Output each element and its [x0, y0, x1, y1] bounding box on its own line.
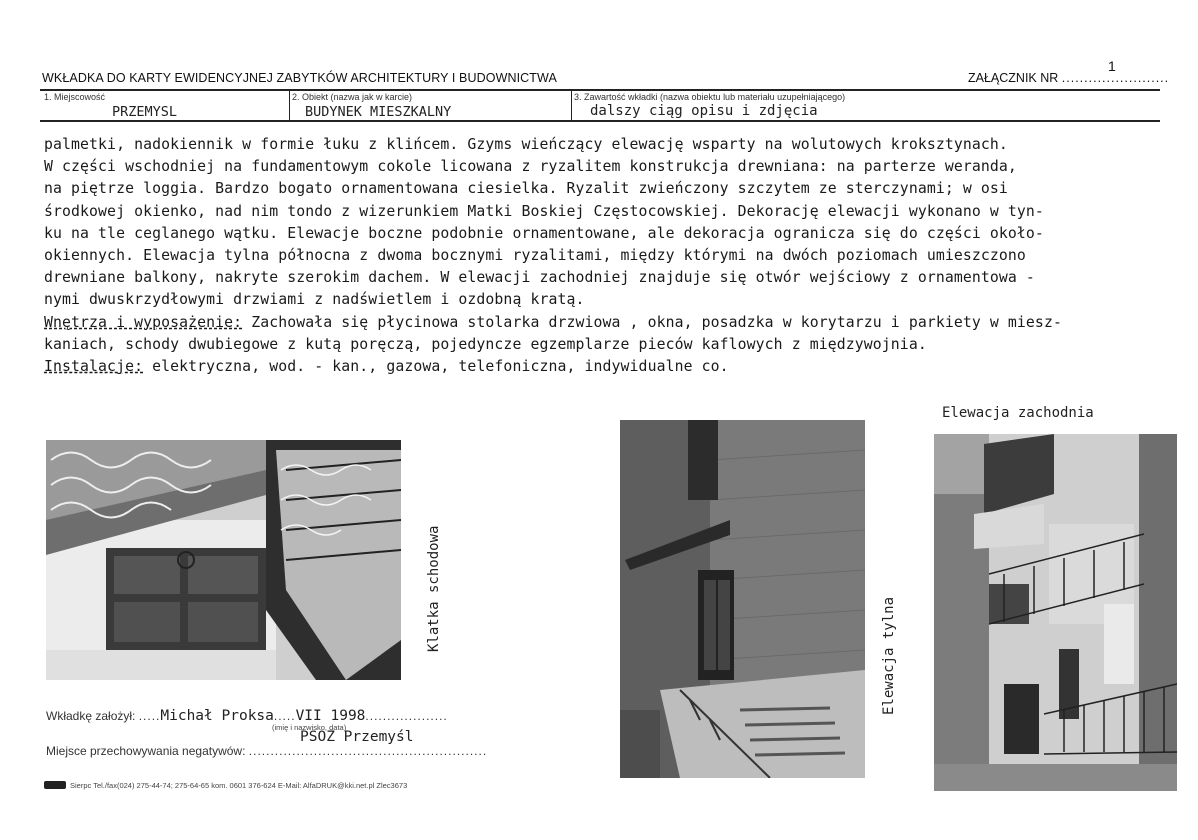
- printer-info: Sierpc Tel./fax(024) 275-44-74; 275-64-65 kom. 0601 376-624 E-Mail: AlfaDRUK@kki.net.pl Zlec3673: [70, 781, 408, 790]
- rear-elevation-illustration: [620, 420, 865, 778]
- content-value: dalszy ciąg opisu i zdjęcia: [590, 103, 818, 119]
- staircase-illustration: [46, 440, 401, 680]
- locality-value: PRZEMYSL: [112, 104, 178, 120]
- negatives-line: Miejsce przechowywania negatywów: .......................................................: [46, 744, 488, 758]
- body-line: środkowej okienko, nad nim tondo z wizerunkiem Matki Boskiej Częstocowskiej. Dekorację elewacji wykonano w tyn-: [44, 202, 1044, 220]
- rear-elevation-caption: Elewacja tylna: [881, 596, 897, 715]
- printer-logo-icon: [44, 781, 66, 789]
- interiors-text: Zachowała się płycinowa stolarka drzwiowa , okna, posadzka w korytarzu i parkiety w miesz-: [242, 313, 1062, 331]
- body-line: drewniane balkony, nakryte szerokim dachem. W elewacji zachodniej znajduje się otwór wejściowy z ornamentowa -: [44, 269, 1035, 287]
- description-text: [44, 134, 1194, 378]
- annex-label: ZAŁĄCZNIK NR ........................: [968, 71, 1170, 85]
- interiors-label: Wnętrza i wyposażenie:: [44, 313, 243, 331]
- header-rule: [40, 89, 1160, 91]
- west-elevation-caption: Elewacja zachodnia: [942, 405, 1094, 421]
- staircase-caption: Klatka schodowa: [426, 525, 442, 652]
- locality-label: 1. Miejscowość: [44, 92, 106, 102]
- content-label: 3. Zawartość wkładki (nazwa obiektu lub materiału uzupełniającego): [574, 92, 846, 102]
- negatives-label: Miejsce przechowywania negatywów:: [46, 744, 246, 758]
- author-label: Wkładkę założył:: [46, 709, 136, 723]
- body-line: na piętrze loggia. Bardzo bogato ornamentowana ciesielka. Ryzalit zwieńczony szczytem ze sterczynami; w osi: [44, 180, 1008, 198]
- field-divider-2: [571, 90, 572, 120]
- install-text: elektryczna, wod. - kan., gazowa, telefoniczna, indywidualne co.: [143, 358, 729, 376]
- install-label: Instalacje:: [44, 358, 144, 376]
- form-title: WKŁADKA DO KARTY EWIDENCYJNEJ ZABYTKÓW ARCHITEKTURY I BUDOWNICTWA: [42, 71, 557, 85]
- rear-elevation-photo: [620, 420, 865, 778]
- author-line: Wkładkę założył: .....Michał Proksa.....VII 1998...................: [46, 708, 448, 724]
- body-line: W części wschodniej na fundamentowym cokole licowana z ryzalitem konstrukcja drewniana: na parterze weranda,: [44, 158, 1017, 176]
- author-value: Michał Proksa: [160, 708, 274, 724]
- body-line: palmetki, nadokiennik w formie łuku z klińcem. Gzyms wieńczący elewację wsparty na wolutowych kroksztynach.: [44, 136, 1008, 153]
- object-label: 2. Obiekt (nazwa jak w karcie): [292, 92, 413, 102]
- body-line: ku na tle ceglanego wątku. Elewacje boczne podobnie ornamentowane, ale dekoracja ogranicza się do części około-: [44, 224, 1044, 242]
- body-line: okiennych. Elewacja tylna północna z dwoma bocznymi ryzalitami, między którymi na dwóch poziomach umieszczono: [44, 247, 1026, 265]
- fields-rule: [40, 120, 1160, 122]
- interiors-line-2: kaniach, schody dwubiegowe z kutą poręczą, pojedyncze egzemplarze pieców kaflowych z międzywojnia.: [44, 335, 927, 353]
- west-elevation-photo: [934, 434, 1177, 791]
- staircase-photo: [46, 440, 401, 680]
- field-divider-1: [289, 90, 290, 120]
- install-line: [44, 356, 1194, 378]
- west-elevation-illustration: [934, 434, 1177, 791]
- interiors-line: [44, 312, 1194, 334]
- annex-number: 1: [1108, 58, 1116, 74]
- author-hint: (imię i nazwisko, data): [272, 723, 347, 732]
- body-line: nymi dwuskrzydłowymi drzwiami z nadświetlem i ozdobną kratą.: [44, 291, 585, 309]
- object-value: BUDYNEK MIESZKALNY: [305, 104, 452, 120]
- author-date: VII 1998: [295, 708, 366, 724]
- org-value: PSOZ Przemyśl: [300, 729, 414, 745]
